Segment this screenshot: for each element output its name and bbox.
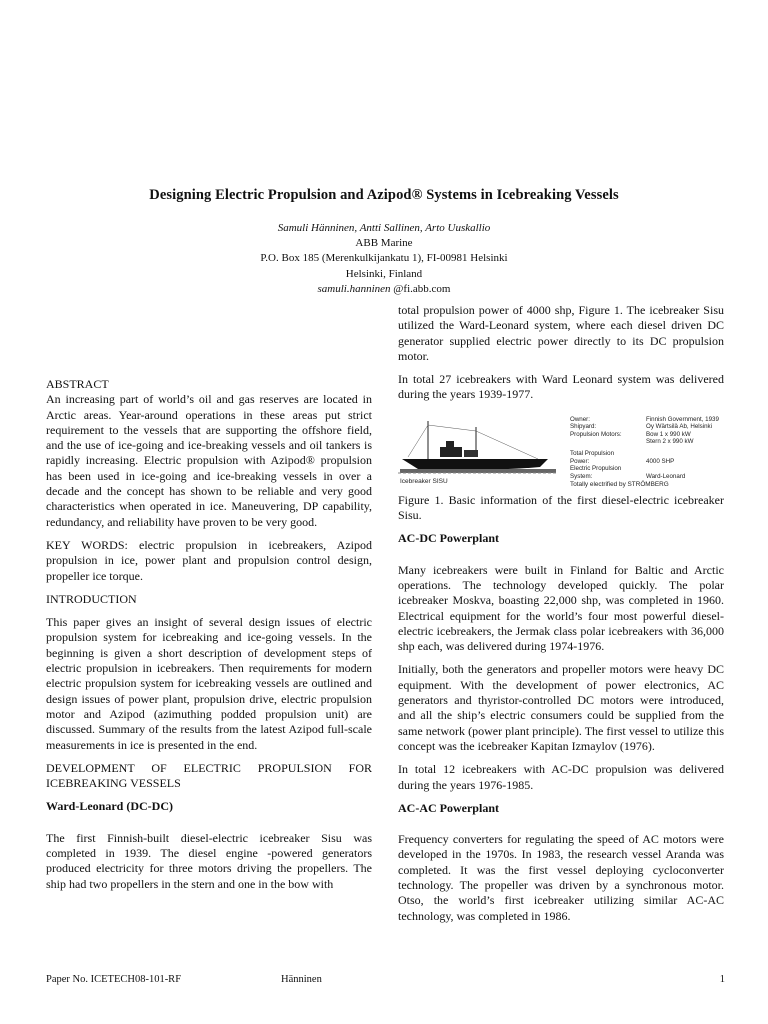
author-block <box>0 221 768 297</box>
info-row: Owner: Finnish Government, 1939 <box>570 415 719 423</box>
info-row: Propulsion Motors: Bow 1 x 990 kW <box>570 430 691 438</box>
info-row: Total Propulsion <box>570 450 615 458</box>
email-domain: @fi.abb.com <box>390 282 451 295</box>
ward-leonard-heading: Ward-Leonard (DC-DC) <box>46 799 173 814</box>
footer-page-number: 1 <box>719 974 725 985</box>
author-names: Samuli Hänninen, Antti Sallinen, Arto Uuskallio <box>277 222 491 234</box>
info-row: Electric Propulsion <box>570 465 622 473</box>
info-row: Power: 4000 SHP <box>570 457 675 465</box>
footer-author: Hänninen <box>281 974 322 985</box>
ac-dc-text-3: In total 12 icebreakers with AC-DC propulsion was delivered during the years 1976-1985. <box>398 762 724 792</box>
affiliation: ABB Marine <box>355 237 413 250</box>
ship-info-table <box>570 416 730 480</box>
introduction-text: This paper gives an insight of several design issues of electric propulsion system for icebreaking and ice-going vessels. In the beginning is given a short description of development steps of electric propulsion in icebreakers. Then requirements for modern electric propulsion system for icebreaking vessels are outlined and design issues of power plant, propulsion drive, electric propulsion motor and Azipod (azimuthing podded propulsion unit) are discussed. Summary of the results from the latest Azipod full-scale measurements in ice is presented in the end. <box>46 615 372 752</box>
email[interactable] <box>0 282 768 297</box>
footer-paper-number: Paper No. ICETECH08-101-RF <box>46 974 182 985</box>
city: Helsinki, Finland <box>345 267 423 280</box>
figure-1 <box>398 411 724 489</box>
right-column <box>398 303 724 932</box>
ward-leonard-total-text: In total 27 icebreakers with Ward Leonard system was delivered during the years 1939-1977. <box>398 372 724 402</box>
info-row: Stern 2 x 990 kW <box>646 438 694 445</box>
figure-credit: Totally electrified by STRÖMBERG <box>570 480 669 488</box>
abstract-text: An increasing part of world’s oil and gas reserves are located in Arctic areas. Year-around operations in these areas put strict requirement to the vessels that are supporting the offshore field, and the use of ice-going and ice-breaking vessels and oil tankers is rapidly increasing. Electric propulsion with Azipod® propulsion has been used in ice-going and ice-breaking vessels in over a decade and the concept has shown to be reliable and very good characteristics when operated in ice. Maneuvering, DP capability, redundancy, and reliability have proven to be very good. <box>46 392 372 529</box>
info-row: Shipyard: Oy Wärtsilä Ab, Helsinki <box>570 423 713 431</box>
keywords-text: KEY WORDS: electric propulsion in icebreakers, Azipod propulsion in ice, power plant and propulsion control design, propeller ice torque. <box>46 537 372 583</box>
ac-ac-heading: AC-AC Powerplant <box>398 800 499 815</box>
left-column <box>46 377 372 900</box>
ac-dc-text-1: Many icebreakers were built in Finland for Baltic and Arctic operations. The technology developed quickly. The polar icebreaker Moskva, boasting 22,000 shp, was completed in 1960. Electrical equipment for the world’s four most powerful diesel-electric icebreakers, the Jermak class polar icebreakers with 36,000 shp each, was delivered during 1974-1976. <box>398 562 724 654</box>
development-heading: DEVELOPMENT OF ELECTRIC PROPULSION FOR ICEBREAKING VESSELS <box>46 760 372 791</box>
info-row: System: Ward-Leonard <box>570 472 686 480</box>
introduction-heading: INTRODUCTION <box>46 591 137 606</box>
ac-dc-text-2: Initially, both the generators and propeller motors were heavy DC equipment. With the development of power electronics, AC generators and thyristor-controlled DC motors were introduced, and all the ship’s electric consumers could be supplied from the same network (power plant principle). The first vessel to utilize this concept was the icebreaker Kapitan Izmaylov (1976). <box>398 662 724 753</box>
email-user: samuli.hanninen <box>317 282 391 295</box>
continued-text: total propulsion power of 4000 shp, Figure 1. The icebreaker Sisu utilized the Ward-Leonard system, where each diesel driven DC generator supplied electric power directly to its DC propulsion motor. <box>398 303 724 363</box>
ship-silhouette-icon <box>398 417 558 481</box>
paper-title: Designing Electric Propulsion and Azipod® Systems in Icebreaking Vessels <box>149 187 619 203</box>
address: P.O. Box 185 (Merenkulkijankatu 1), FI-00981 Helsinki <box>260 252 508 265</box>
ac-dc-heading: AC-DC Powerplant <box>398 531 499 546</box>
ac-ac-text: Frequency converters for regulating the speed of AC motors were developed in the 1970s. In 1983, the research vessel Aranda was completed. It was the first vessel deploying cycloconverter technology. The propeller was driven by a synchronous motor. Otso, the world’s first icebreaker utilizing similar AC-AC technology, was completed in 1986. <box>398 832 724 923</box>
abstract-heading: ABSTRACT <box>46 377 109 391</box>
figure-caption: Figure 1. Basic information of the first diesel-electric icebreaker Sisu. <box>398 492 724 523</box>
ship-label: Icebreaker SISU <box>400 477 448 485</box>
ward-leonard-text: The first Finnish-built diesel-electric icebreaker Sisu was completed in 1939. The diesel engine -powered generators produced electricity for three motors driving the propellers. The ship had two propellers in the stern and one in the bow with <box>46 830 372 891</box>
